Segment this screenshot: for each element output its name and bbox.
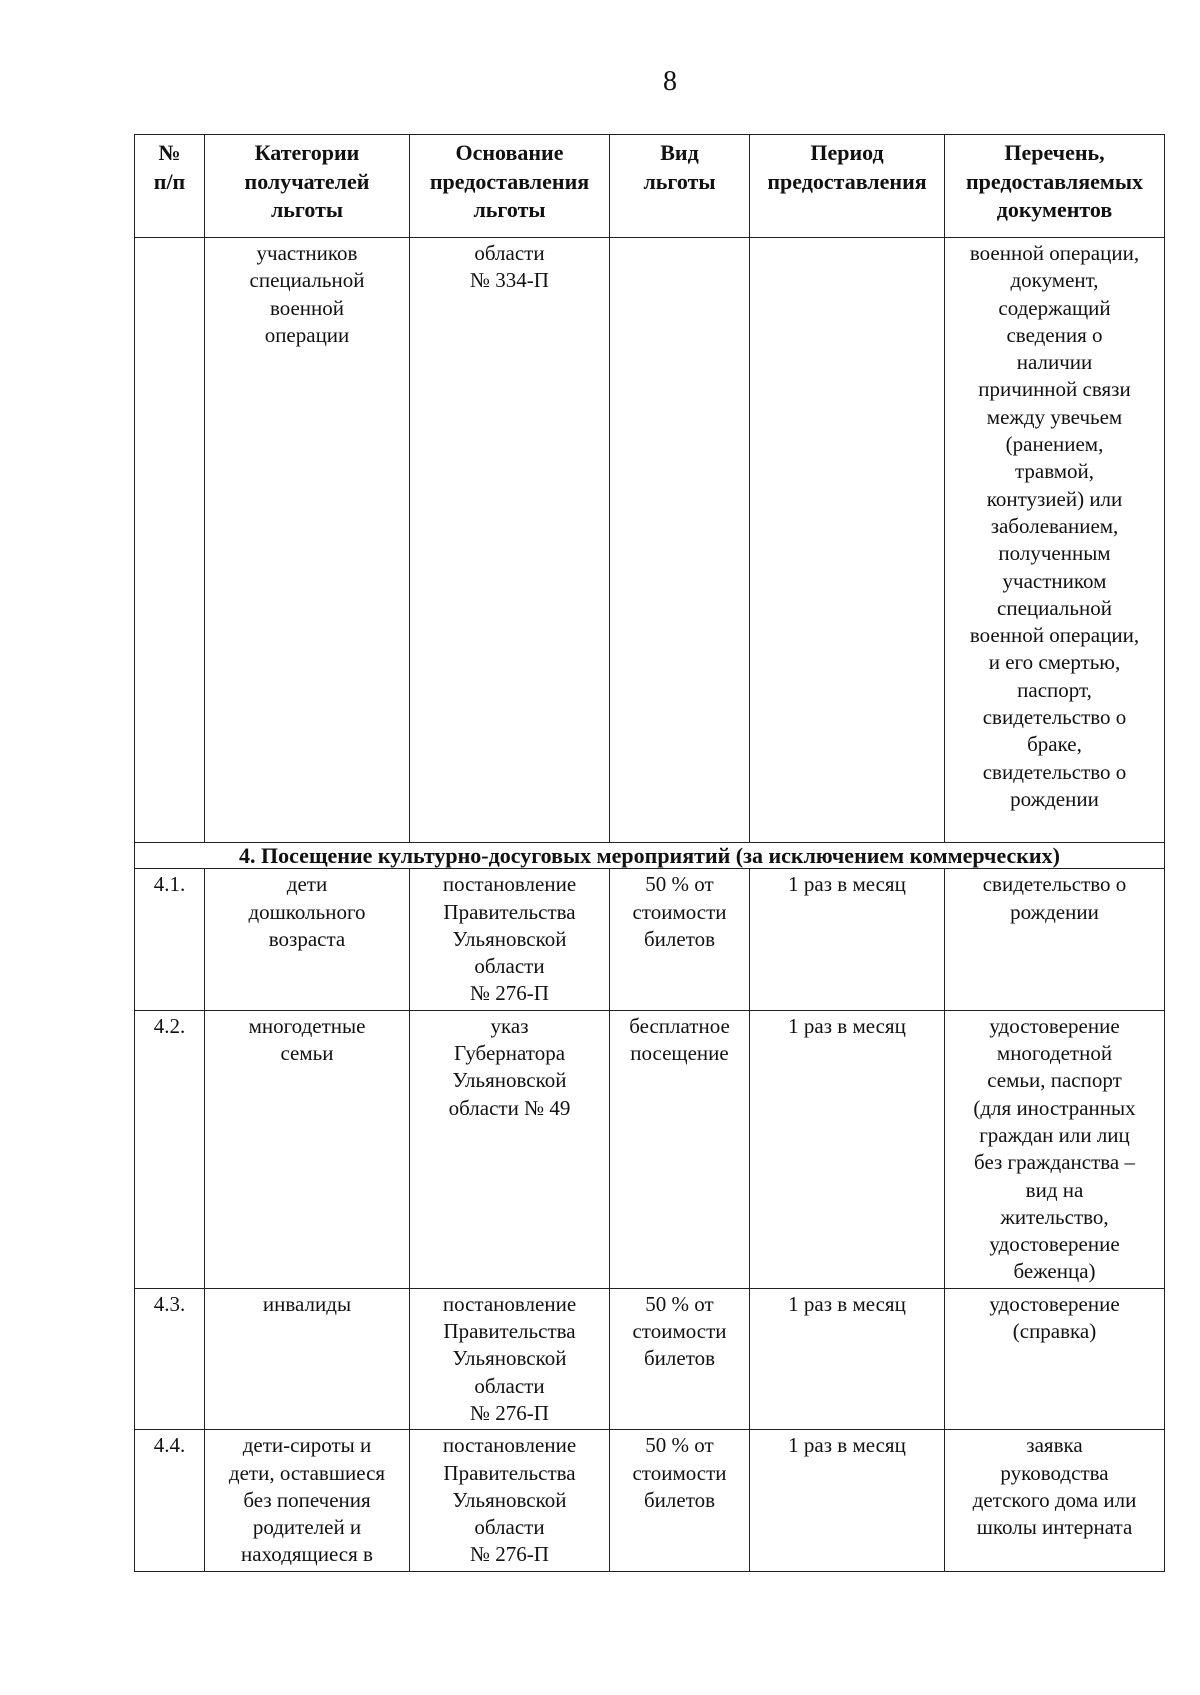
table-row — [135, 1010, 1165, 1288]
row-period: 1 раз в месяц — [750, 1430, 945, 1571]
row-category: дети дошкольного возраста — [205, 869, 410, 1010]
row-documents: военной операции, документ, содержащий сведения о наличии причинной связи между увечьем (ранением, травмой, контузией) или заболеванием, полученным участником специальной военной операции, и его смертью, паспорт, свидетельство о браке, свидетельство о рождении — [945, 238, 1165, 843]
row-basis: постановление Правительства Ульяновской области № 276-П — [410, 1288, 610, 1429]
row-period — [750, 238, 945, 843]
row-type: бесплатное посещение — [610, 1010, 750, 1288]
row-basis: постановление Правительства Ульяновской области № 276-П — [410, 1430, 610, 1571]
row-number: 4.1. — [135, 869, 205, 1010]
header-category: Категории получателей льготы — [205, 135, 410, 238]
row-documents: свидетельство о рождении — [945, 869, 1165, 1010]
table-row — [135, 1430, 1165, 1571]
header-type: Вид льготы — [610, 135, 750, 238]
header-period: Период предоставления — [750, 135, 945, 238]
row-basis: указ Губернатора Ульяновской области № 49 — [410, 1010, 610, 1288]
row-category: инвалиды — [205, 1288, 410, 1429]
section-title: 4. Посещение культурно-досуговых мероприятий (за исключением коммерческих) — [135, 843, 1165, 869]
row-number: 4.2. — [135, 1010, 205, 1288]
header-documents: Перечень, предоставляемых документов — [945, 135, 1165, 238]
row-type — [610, 238, 750, 843]
row-documents: удостоверение многодетной семьи, паспорт (для иностранных граждан или лиц без гражданства – вид на жительство, удостоверение беженца) — [945, 1010, 1165, 1288]
row-period: 1 раз в месяц — [750, 1288, 945, 1429]
row-documents: удостоверение (справка) — [945, 1288, 1165, 1429]
page-number: 8 — [663, 66, 677, 97]
benefits-table — [134, 134, 1165, 1572]
row-category: многодетные семьи — [205, 1010, 410, 1288]
row-period: 1 раз в месяц — [750, 869, 945, 1010]
table-row — [135, 869, 1165, 1010]
row-number: 4.3. — [135, 1288, 205, 1429]
table-row — [135, 1288, 1165, 1429]
row-type: 50 % от стоимости билетов — [610, 869, 750, 1010]
row-period: 1 раз в месяц — [750, 1010, 945, 1288]
header-number: № п/п — [135, 135, 205, 238]
row-number: 4.4. — [135, 1430, 205, 1571]
row-category: участников специальной военной операции — [205, 238, 410, 843]
section-row — [135, 843, 1165, 869]
table-header-row — [135, 135, 1165, 238]
row-documents: заявка руководства детского дома или школы интерната — [945, 1430, 1165, 1571]
row-basis: постановление Правительства Ульяновской области № 276-П — [410, 869, 610, 1010]
row-type: 50 % от стоимости билетов — [610, 1288, 750, 1429]
row-category: дети-сироты и дети, оставшиеся без попечения родителей и находящиеся в — [205, 1430, 410, 1571]
header-basis: Основание предоставления льготы — [410, 135, 610, 238]
row-type: 50 % от стоимости билетов — [610, 1430, 750, 1571]
row-number — [135, 238, 205, 843]
row-basis: области № 334-П — [410, 238, 610, 843]
table-row — [135, 238, 1165, 843]
